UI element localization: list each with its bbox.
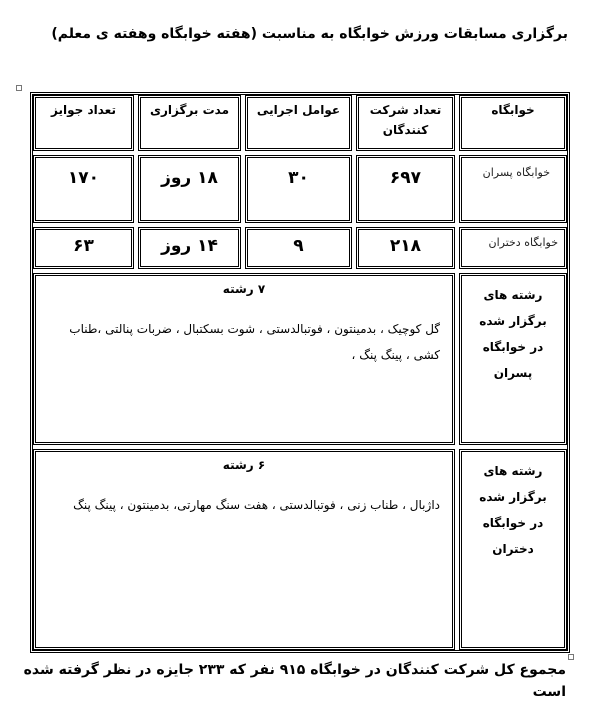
summary-footer: مجموع کل شرکت کنندگان در خوابگاه ۹۱۵ نفر که ۲۳۳ جایزه در نظر گرفته شده است	[23, 662, 566, 700]
row-boys-duration: ۱۸ روز	[138, 155, 241, 223]
sports-boys-list: گل کوچیک ، بدمینتون ، فوتبالدستی ، شوت بسکتبال ، ضربات پنالتی ،طناب کشی ، پینگ پنگ ،	[69, 322, 440, 362]
sports-boys-label: رشته های برگزار شده در خوابگاه پسران	[459, 273, 567, 445]
header-staff: عوامل اجرایی	[245, 95, 352, 151]
sports-boys-count: ۷ رشته	[222, 282, 266, 296]
row-boys-prizes: ۱۷۰	[33, 155, 134, 223]
row-girls-duration: ۱۴ روز	[138, 227, 241, 269]
sports-girls-list: داژبال ، طناب زنی ، فوتبالدستی ، هفت سنگ مهارتی، بدمینتون ، پینگ پنگ	[73, 498, 440, 512]
sports-girls-label: رشته های برگزار شده در خوابگاه دختران	[459, 449, 567, 650]
row-boys-staff: ۳۰	[245, 155, 352, 223]
results-table	[30, 92, 570, 653]
row-girls-staff: ۹	[245, 227, 352, 269]
row-boys-participants: ۶۹۷	[356, 155, 455, 223]
header-participants: تعداد شرکت کنندگان	[356, 95, 455, 151]
row-girls-dorm: خوابگاه دختران	[459, 227, 567, 269]
row-girls-prizes: ۶۳	[33, 227, 134, 269]
layout-marker-top	[16, 85, 22, 91]
sports-girls-content	[33, 449, 455, 650]
header-dorm: خوابگاه	[459, 95, 567, 151]
sports-girls-count: ۶ رشته	[222, 458, 266, 472]
sports-boys-content	[33, 273, 455, 445]
row-girls-participants: ۲۱۸	[356, 227, 455, 269]
header-prizes: تعداد جوایز	[33, 95, 134, 151]
header-duration: مدت برگزاری	[138, 95, 241, 151]
layout-marker-bottom	[568, 654, 574, 660]
document-title: برگزاری مسابقات ورزش خوابگاه به مناسبت (هفته خوابگاه وهفته ی معلم)	[51, 26, 568, 42]
row-boys-dorm: خوابگاه پسران	[459, 155, 567, 223]
